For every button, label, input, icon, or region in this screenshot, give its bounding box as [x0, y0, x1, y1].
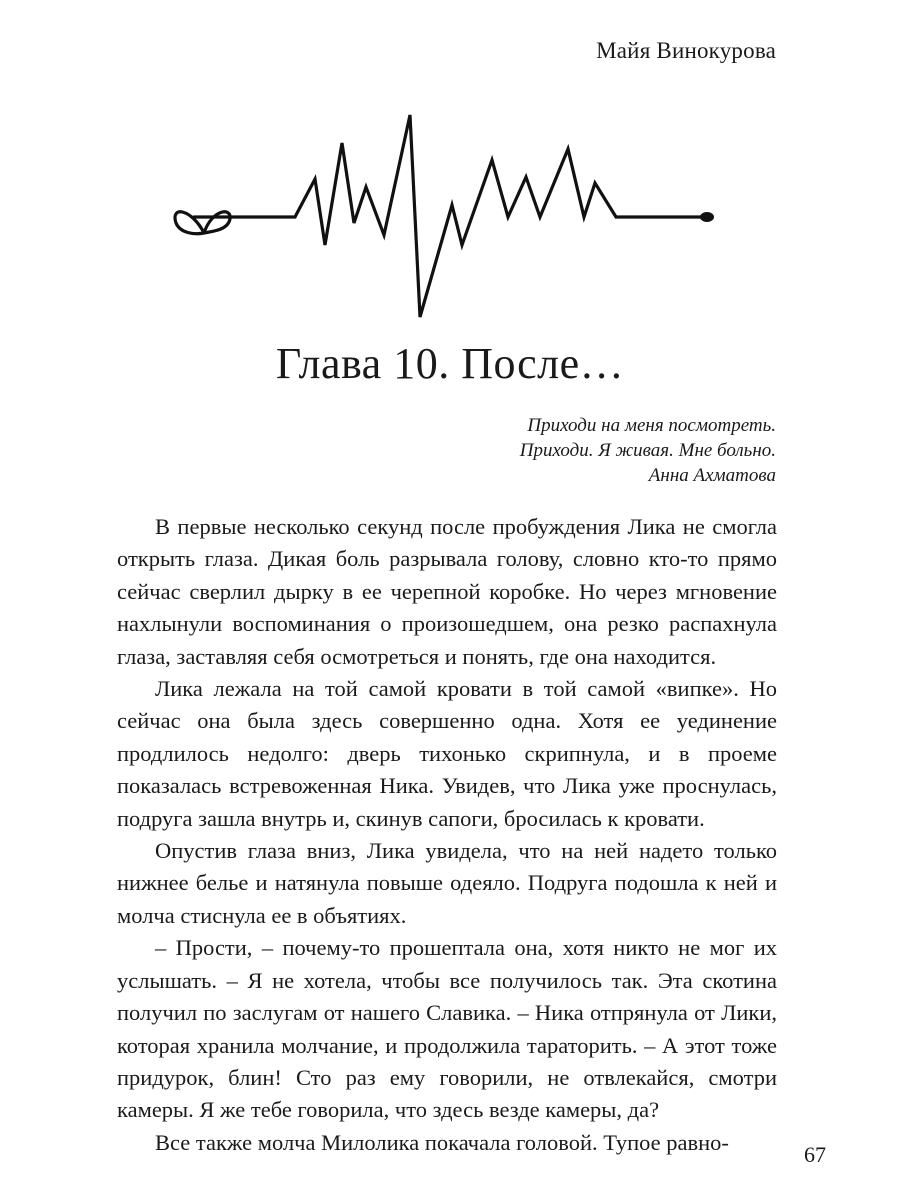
paragraph: – Прости, – почему-то прошептала она, хотя никто не мог их услышать. – Я не хотела, чтобы все получилось так. Эта скотина получил по заслугам от нашего Славика. – Ника отпрянула от Лики, которая хранила молчание, и продолжила тараторить. – А этот тоже придурок, блин! Сто раз ему говорили, не отвлекайся, смотри камеры. Я же тебе говорила, что здесь везде камеры, да?	[117, 935, 777, 1123]
body-text	[117, 511, 777, 1159]
page-number: 67	[804, 1142, 826, 1167]
epigraph-line: Приходи. Я живая. Мне больно.	[519, 440, 776, 461]
heart-outline	[175, 212, 230, 234]
paragraph: Опустив глаза вниз, Лика увидела, что на ней надето только нижнее белье и натянула повыше одеяло. Подруга подошла к ней и молча стиснула ее в объятиях.	[117, 838, 777, 928]
paragraph: В первые несколько секунд после пробуждения Лика не смогла открыть глаза. Дикая боль разрывала голову, словно кто-то прямо сейчас сверлил дырку в ее черепной коробке. Но через мгновение нахлынули воспоминания о произошедшем, она резко распахнула глаза, заставляя себя осмотреться и понять, где она находится.	[117, 514, 777, 669]
epigraph-line: Приходи на меня посмотреть.	[527, 415, 776, 436]
running-header-author: Майя Винокурова	[596, 38, 776, 63]
heartbeat-trace	[194, 115, 706, 317]
line-end-dot	[700, 212, 714, 222]
epigraph-attribution: Анна Ахматова	[648, 465, 776, 486]
heartbeat-line-icon	[170, 105, 730, 335]
chapter-title: Глава 10. После…	[275, 339, 625, 388]
epigraph	[520, 413, 776, 488]
paragraph: Все также молча Милолика покачала головой. Тупое равно-	[155, 1129, 729, 1155]
paragraph: Лика лежала на той самой кровати в той самой «випке». Но сейчас она была здесь совершенно одна. Хотя ее уединение продлилось недолго: дверь тихонько скрипнула, и в проеме показалась встревоженная Ника. Увидев, что Лика уже проснулась, подруга зашла внутрь и, скинув сапоги, бросилась к кровати.	[117, 676, 777, 831]
